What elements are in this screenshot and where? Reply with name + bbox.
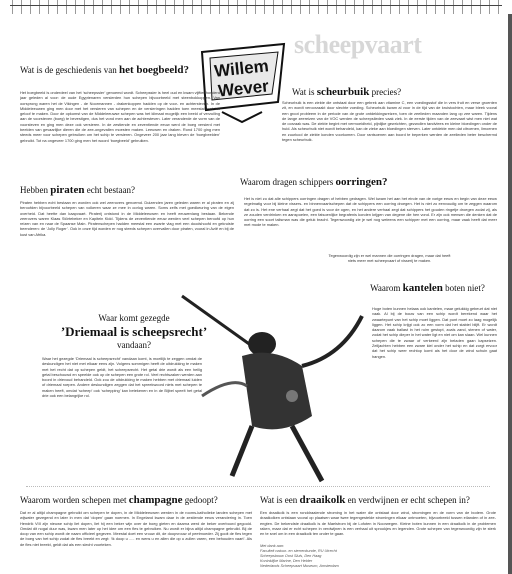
q-highlight: kantelen xyxy=(402,282,443,294)
answer-draaikolk: Een draaikolk is een ronddraaiende stroming in het water die ontstaat door wind, stromingen en de vorm van de bodem. Grote draaikolken ontstaan vooral op plaatsen waar twee tegengestelde stromingen elkaar ontmoeten, bijvoorbeeld tussen eilanden of in zee-engten. De bekendste draaikolk is de Maelstrom bij de Lofoten in Noorwegen. Kleine boten kunnen in een draaikolk in de problemen raken, maar dat er echt schepen in verdwijnen is een verhaal uit sprookjes en legenden. Grote schepen van tegenwoordig zijn te sterk en te snel om in een draaikolk ten onder te gaan. xyxy=(260,510,496,537)
q-highlight: het boegbeeld? xyxy=(119,64,189,76)
answer-driemaal: Waar het gezegde ‘Driemaal is scheepsrecht’ vandaan komt, is moeilijk te zeggen omdat de deskundigen het niet met elkaar eens zijn. Volgens sommigen heeft de uitdrukking te maken met het recht dat op schepen geldt, het scheepsrecht. Het getal drie wordt als een heilig getal beschouwd en speelde ook op de schepen een grote rol. Veel rechtszaken werden aan boord in drievoud behandeld. Ook zou de uitdrukking te maken hebben met driemaal luiden of driemaal roepen. Andere deskundigen zeggen dat het spreekwoord niets met schepen te maken heeft, omdat ‘scheep’ ook ‘schepping’ kan betekenen en in de Bijbel speelt het getal drie ook een belangrijke rol. xyxy=(42,356,202,399)
question-driemaal xyxy=(54,312,214,351)
q-prefix: Waarom dragen schippers xyxy=(240,177,334,187)
q-highlight: draaikolk xyxy=(299,494,346,506)
question-draaikolk xyxy=(260,494,500,506)
logo-line1: Willem xyxy=(213,56,270,81)
q-suffix: echt bestaan? xyxy=(86,185,135,195)
answer-kantelen: Hoge boten kunnen helaas ook kantelen, maar gelukkig gebeurt dat niet vaak. Al bij de bouw van een schip wordt berekend waar het zwaartepunt van het schip moet liggen. Dat punt moet zo laag mogelijk liggen. Het schip krijgt ook zo een vorm dat het stabiel blijft. Er wordt daarom vaak ballast in het ruim gestopt, zoals zand, stenen of water, zodat het schip dieper in het water ligt en niet om kan slaan. Wel kunnen schepen die te zwaar of verkeerd zijn beladen gaan kapseizen. Zeiljachten hebben een zware kiel onder het schip en dat zorgt ervoor dat het schip weer rechtop komt als het door de wind schuin gaat hangen. xyxy=(372,306,497,359)
q-prefix: Waarom worden schepen met xyxy=(20,495,127,505)
calendar-page xyxy=(12,14,500,570)
question-boegbeeld xyxy=(20,64,220,76)
q-suffix: gedoopt? xyxy=(184,495,218,505)
answer-piraten: Piraten hebben echt bestaan en worden ook wel zeerovers genoemd. Duizenden jaren geleden waren er al piraten en zij beroofden bijvoorbeeld schepen van volkeren waar ze mee in oorlog waren. Soms zelfs met goedkeuring van de eigen overheid. Dat heette dan kaapvaart. Piraterij ontstond in de Middeleeuwen en heeft eeuwenlang bestaan. Bekende zeerovers waren Klaas Störtebeker en Kapitein Kidd. Tijdens de zeventiende eeuw werden veel schepen beroofd op hun reizen van en naar de Spaanse Main. Piratenschepen hadden meestal een zwarte vlag met een doodshoofd en gekruiste beenderen: de ‘Jolly Roger’. Ook in onze tijd worden er nog steeds schepen overvallen door piraten, vooral in Azië en bij de kust van Afrika. xyxy=(20,200,234,237)
credits-line: Scheepsbouw Oost Sluis, Den Haag xyxy=(260,554,322,558)
q-highlight: piraten xyxy=(50,184,85,196)
credits xyxy=(260,544,410,569)
question-scheurbuik xyxy=(292,86,497,98)
credits-line: Faculteit natuur- en sterrenkunde, RU Utrecht xyxy=(260,549,337,553)
q-suffix: vandaan? xyxy=(117,340,151,350)
q-prefix: Hebben xyxy=(20,185,48,195)
q-suffix: en verdwijnen er echt schepen in? xyxy=(347,495,470,505)
credits-line: Nederlands Scheepvaart Museum, Amsterdam xyxy=(260,564,339,568)
section-divider xyxy=(26,486,490,487)
q-suffix: boten niet? xyxy=(445,283,485,293)
q-highlight: oorringen? xyxy=(335,176,388,188)
q-prefix: Waar komt gezegde xyxy=(98,313,170,323)
oorringen-side-note: Tegenwoordig zijn er wel mannen die oorringen dragen, maar dat heeft niets meer met scheepvaart of visserij te maken. xyxy=(328,253,451,264)
answer-boegbeeld: Het boegbeeld is onderdeel van het ‘scheepssier’ genoemd wordt. Scheepssier is heel oud en kwam vijftienhonderd jaar geleden al voor: de oude Egyptenaren versierden hun schepen bijvoorbeeld met steenbokkoppen. Van oorsprong waren het de Vikingen - de Noormannen - drakenkoppen hadden op de voor- en achtersteven. In de Middeleeuwen ging men door met het versieren van schepen en de versieringen hadden toen meestal met het geloof te maken. Door de opkomst van de Middeleeuwse schepen was het klimaat mogelijk een beeld of verzuiling aan de voorsteven (boeg) te bevestigen, dus het vond men aan de achtersteven. Later veranderde de vorm van de voorsteven en ging men deze ook versieren. In de zestiende en zeventiende eeuw werd de boeg versierd met beelden van gevaarlijke dieren die de zee-ongevallen moesten maken. Leeuwen en draken. Rond 1700 ging men steeds meer voor schepen gebruiken om het schip te versieren. Ongeveer 200 jaar lang bleven de ‘boegbeelden’ gebruikt. Tot na ongeveer 1700 ging men het woord ‘boegbeeld’ gebruiken. xyxy=(20,90,220,143)
q-prefix: Wat is een xyxy=(260,495,298,505)
q-prefix: Wat is de geschiedenis van xyxy=(20,65,117,75)
q-prefix: Waarom xyxy=(370,283,401,293)
logo-line2: Wever xyxy=(217,76,270,101)
answer-oorringen: Het is niet zo dat alle schippers oorringen dragen of hebben gedragen. Wel kwam het aan het einde van de vorige eeuw en begin van deze eeuw regelmatig voor bij kleine vissers- en binnenvaartschepen dat de schippers een oorring droegen. Het is niet zo eenvoudig om te zeggen waarom dat zo is. Het ene verhaal zegt dat het goed is voor de ogen, en het andere verhaal zegt dat schippers het gouden ringetje droegen zodat zij, als ze zouden verdrinken en aanspoelen, een fatsoenlijke begrafenis konden krijgen van degene die hen vond. Er zijn ook mensen die denken dat de oorring een soort talisman was die geluk bracht. Tegenwoordig zie je wel nog weleens een schipper met een oorring, maar vaak heeft dat meer met mode te maken. xyxy=(244,196,497,228)
question-champagne xyxy=(20,494,260,506)
question-oorringen xyxy=(240,176,497,188)
q-highlight: champagne xyxy=(128,494,183,506)
q-highlight: scheurbuik xyxy=(316,86,370,98)
question-piraten xyxy=(20,184,220,196)
credits-line: Koninklijke Marine, Den Helder xyxy=(260,559,313,563)
q-suffix: precies? xyxy=(371,87,402,97)
credits-line: Met dank aan: xyxy=(260,544,285,548)
q-prefix: Wat is xyxy=(292,87,315,97)
answer-scheurbuik: Scheurbuik is een ziekte die ontstaat door een gebrek aan vitamine C, een voedingsstof die in vers fruit en verse groenten zit, en wordt veroorzaakt door slechte voeding. Scheurbuik kwam al voor in de tijd van de kruistochten, maar bleek vooral een groot probleem in de periode van de grote ontdekkingsreizen, toen de zeelieden maanden lang op zee waren. Tijdens de lange zeereizen van de VOC werden de scheepslieden vaak ziek. In de eerste tijden van de zeevaart wist men niet wat de oorzaak was. De ziekte begint met vermoeidheid, pijnlijke gewrichten, gezwollen tandvlees en kleine bloedingen onder de huid. Als scheurbuik niet wordt behandeld, kan de zieke aan bloedingen sterven. Later ontdekte men dat citroenen, limoenen en zuurkool de ziekte konden voorkomen. Door rantsoenen aan boord te beperken werden de zeelieden beter beschermd tegen scheurbuik. xyxy=(282,100,497,143)
page-edge-shadow xyxy=(508,14,512,574)
brand-title: scheepvaart xyxy=(294,30,422,59)
q-highlight: ’Driemaal is scheepsrecht’ xyxy=(60,324,208,339)
binding-wire xyxy=(10,5,502,9)
question-kantelen xyxy=(360,282,495,294)
answer-champagne: Dat er al altijd champagne gebruikt om schepen te dopen, in de Middeleeuwen werden in de rooms-katholieke landen schepen met wijwater gezegend en later in men dat ‘dopen’ gaan noemen. In Engeland kwam daar in de zestiende eeuw verandering in. Toen Hendrik VIII zijn nieuwe schip liet dopen, liet hij een beker wijn over de boeg gieten en daarna werd de beker overboord gegooid. Omdat dit nogal duur was, kwam men later op het idee om een fles te gebruiken. Nu wordt er bijna altijd champagne gebruikt. Bij de doop van een schip wordt de naam officieel gegeven. Meestal doet een vrouw dit, de doopvrouw of peetmoeder. Zij gooit de fles tegen de boeg van het schip zodat de fles breekt en zegt: ‘Ik doop u ..... en wens u en allen die op u zullen varen, een behouden vaart’. Als de fles niet breekt, geldt dat als een slecht voorteken. xyxy=(20,510,252,547)
